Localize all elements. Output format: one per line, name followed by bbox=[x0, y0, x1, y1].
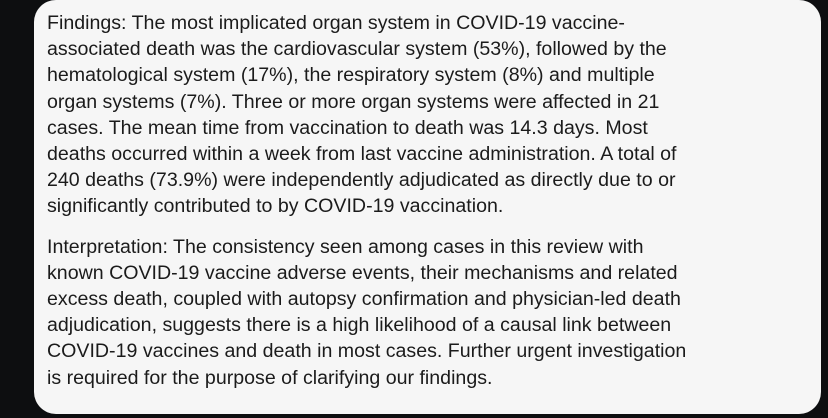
document-card bbox=[34, 0, 821, 414]
findings-paragraph: Findings: The most implicated organ system in COVID-19 vaccine- associated death was the cardiovascular system (53%), followed by the hematological system (17%), the respiratory system (8%) and multiple organ systems (7%). Three or more organ systems were affected in 21 cases. The mean time from vaccination to death was 14.3 days. Most deaths occurred within a week from last vaccine administration. A total of 240 deaths (73.9%) were independently adjudicated as directly due to or significantly contributed to by COVID-19 vaccination. bbox=[47, 12, 677, 218]
interpretation-paragraph: Interpretation: The consistency seen among cases in this review with known COVID-19 vaccine adverse events, their mechanisms and related excess death, coupled with autopsy confirmation and physician-led death adjudication, suggests there is a high likelihood of a causal link between COVID-19 vaccines and death in most cases. Further urgent investigation is required for the purpose of clarifying our findings. bbox=[47, 235, 687, 389]
